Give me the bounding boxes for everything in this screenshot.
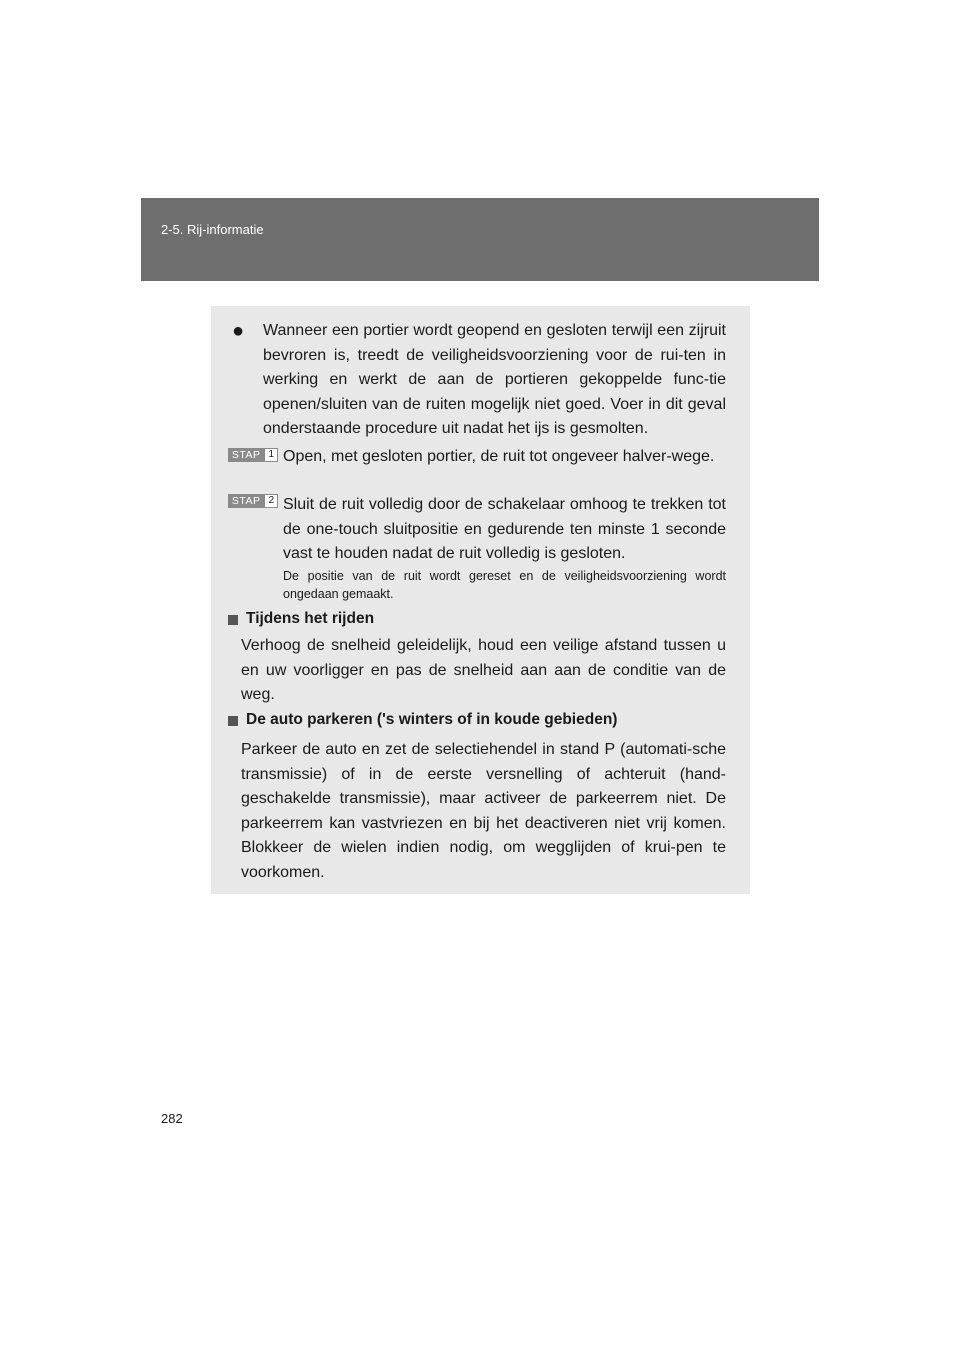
section-text-parking: Parkeer de auto en zet de selectiehendel in stand P (automati-sche transmissie) of in de eerste versnelling of achteruit (hand-geschakelde transmissie), maar activeer de parkeerrem niet. De parkeerrem kan vastvriezen en bij het deactiveren niet vrij komen. Blokkeer de wielen indien nodig, om wegglijden of krui-pen te voorkomen.	[241, 741, 726, 881]
step-2-text: Sluit de ruit volledig door de schakelaar omhoog te trekken tot de one-touch sluitpositie en gedurende ten minste 1 seconde vast te houden nadat de ruit volledig is gesloten.	[283, 496, 726, 562]
square-bullet-icon	[228, 716, 238, 726]
step-2-badge-word: STAP	[228, 494, 264, 508]
step-1-text: Open, met gesloten portier, de ruit tot ongeveer halver-wege.	[283, 448, 715, 465]
info-box	[211, 306, 750, 894]
page-number: 282	[161, 1111, 183, 1126]
step-1-badge-word: STAP	[228, 448, 264, 462]
bullet-icon: ●	[232, 320, 245, 342]
bullet-paragraph: Wanneer een portier wordt geopend en gesloten terwijl een zijruit bevroren is, treedt de veiligheidsvoorziening voor de rui-ten in werking en werkt de aan de portieren gekoppelde func-tie openen/sluiten van de ruiten mogelijk niet goed. Voer in dit geval onderstaande procedure uit nadat het ijs is gesmolten.	[263, 322, 726, 437]
step-2-badge	[228, 494, 278, 508]
section-label: 2-5. Rij-informatie	[161, 222, 264, 237]
square-bullet-icon	[228, 615, 238, 625]
step-2-badge-number: 2	[264, 494, 278, 508]
section-heading-parking: De auto parkeren ('s winters of in koude gebieden)	[246, 711, 618, 728]
step-1-badge	[228, 448, 278, 462]
section-header-bar	[141, 198, 819, 281]
section-text-driving: Verhoog de snelheid geleidelijk, houd een veilige afstand tussen u en uw voorligger en pas de snelheid aan aan de conditie van de weg.	[241, 637, 726, 703]
step-note: De positie van de ruit wordt gereset en de veiligheidsvoorziening wordt ongedaan gemaakt.	[283, 569, 726, 601]
step-1-badge-number: 1	[264, 448, 278, 462]
section-heading-driving: Tijdens het rijden	[246, 610, 375, 627]
